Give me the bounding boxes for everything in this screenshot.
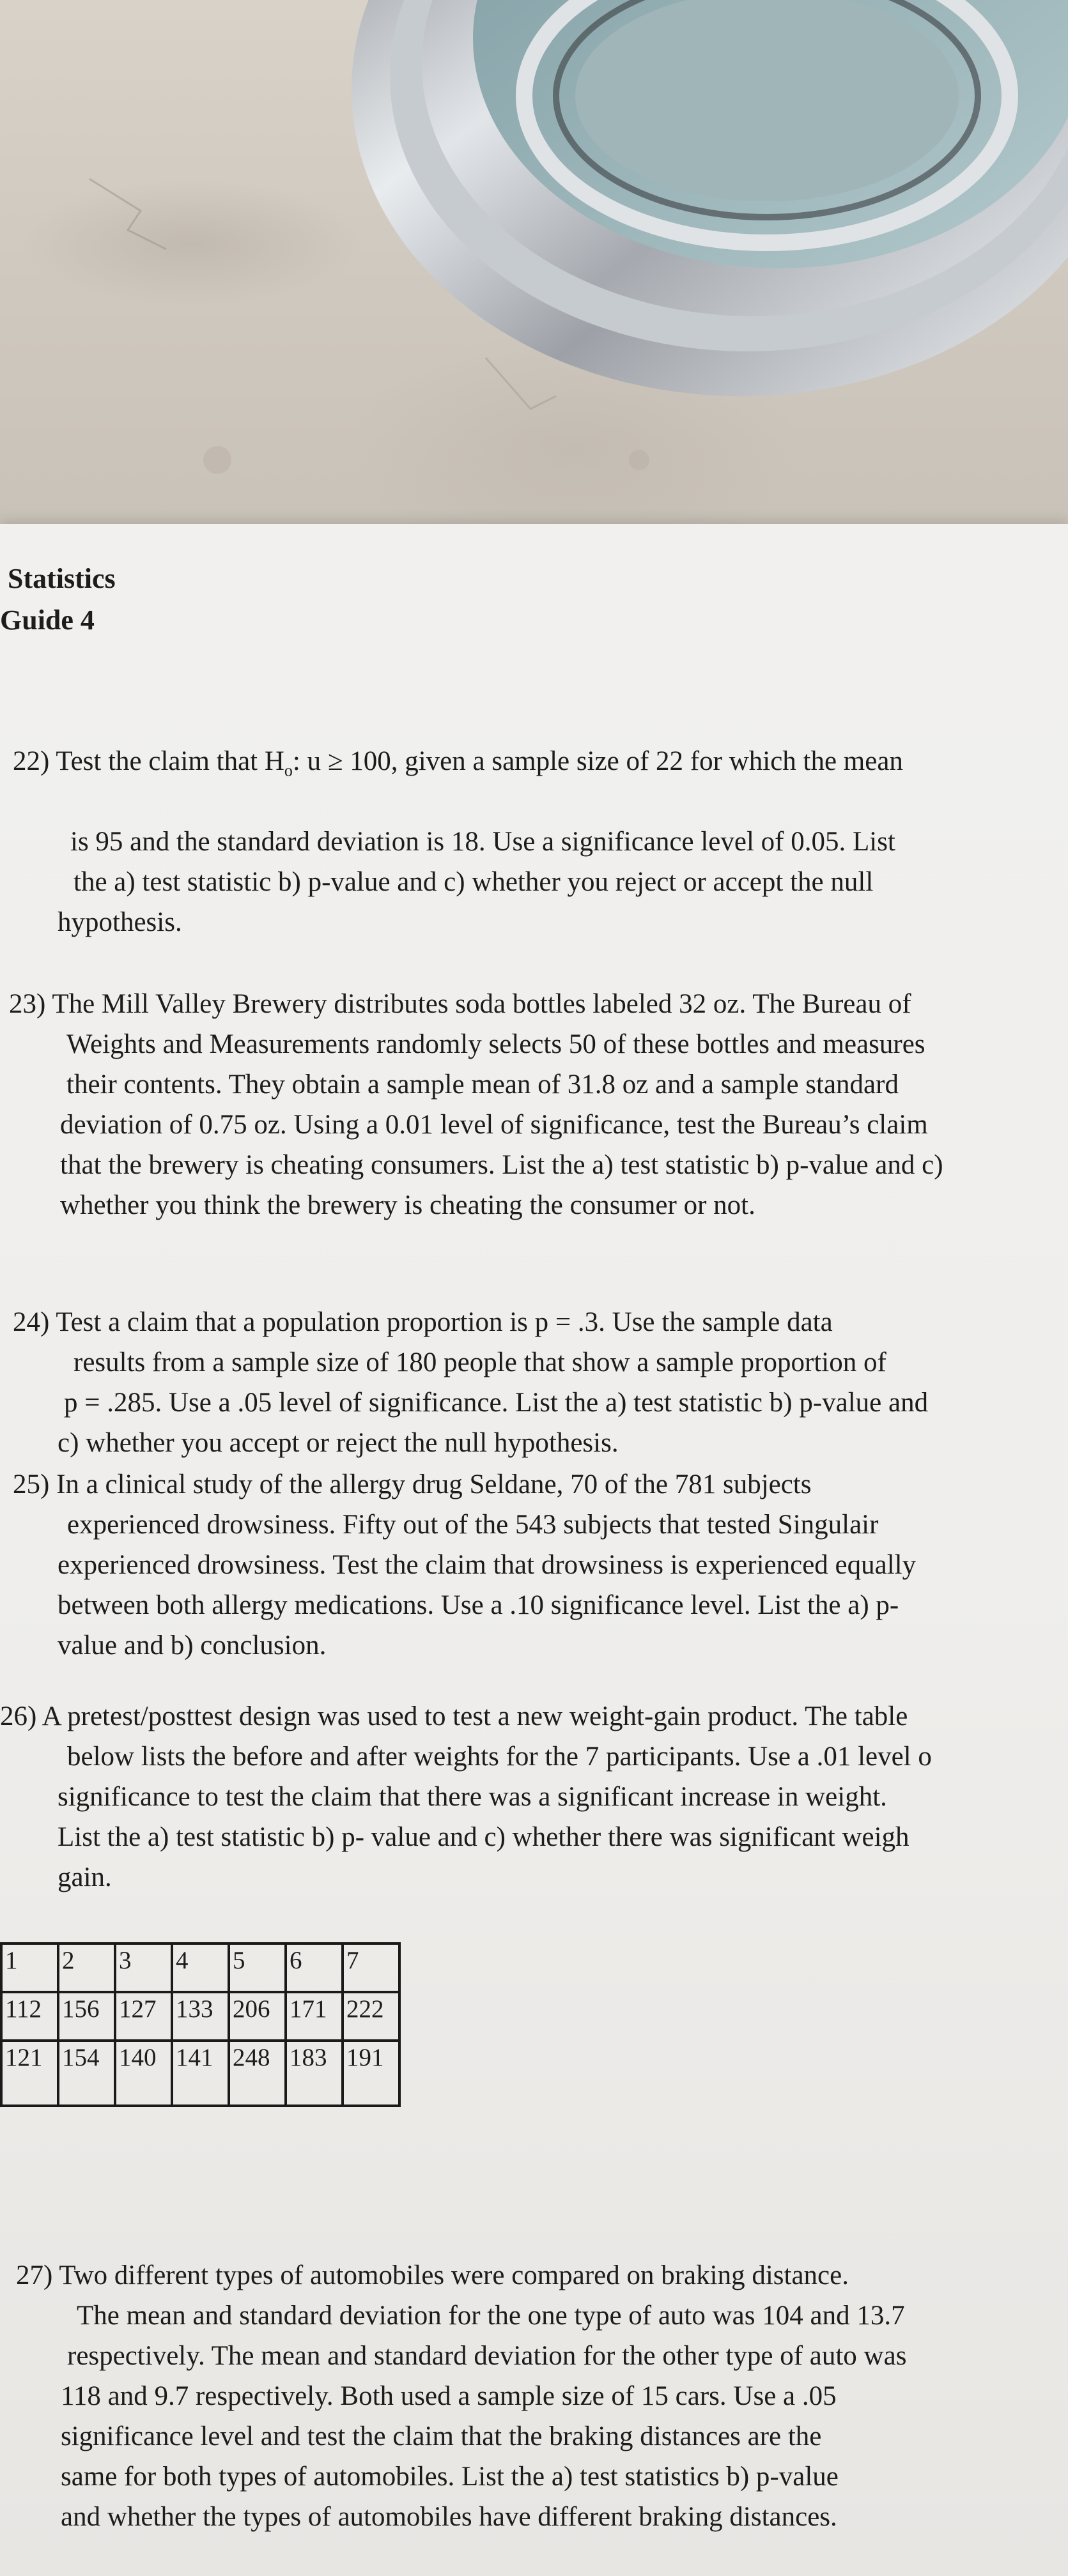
question-25 (13, 1464, 916, 1666)
table-cell: 141 (172, 2041, 229, 2106)
question-text: that the brewery is cheating consumers. List the a) test statistic b) p-value and c) (60, 1150, 943, 1180)
question-text: below lists the before and after weights for the 7 participants. Use a .01 level o (67, 1742, 932, 1772)
question-number: 27) (16, 2260, 53, 2290)
question-24 (13, 1302, 928, 1463)
question-text: List the a) test statistic b) p- value and c) whether there was significant weigh (58, 1822, 909, 1852)
countertop-photo (0, 0, 1068, 530)
question-26 (0, 1696, 932, 1897)
question-number: 24) (13, 1307, 50, 1337)
question-number: 23) (9, 989, 46, 1019)
question-text: same for both types of automobiles. List the a) test statistics b) p-value (61, 2462, 839, 2492)
question-number: 26) (0, 1701, 37, 1731)
question-text: their contents. They obtain a sample mean of 31.8 oz and a sample standard (66, 1070, 899, 1100)
table-cell: 7 (343, 1943, 399, 1992)
table-cell: 154 (58, 2041, 115, 2106)
question-number: 25) (13, 1469, 50, 1499)
table-cell: 5 (229, 1943, 286, 1992)
table-cell: 3 (115, 1943, 172, 1992)
question-text: The Mill Valley Brewery distributes soda bottles labeled 32 oz. The Bureau of (52, 989, 911, 1019)
table-cell: 171 (286, 1992, 343, 2041)
table-row-before (1, 1992, 399, 2041)
question-text: is 95 and the standard deviation is 18. Use a significance level of 0.05. List (70, 827, 895, 857)
question-text: between both allergy medications. Use a .10 significance level. List the a) p- (58, 1590, 899, 1620)
question-text: p = .285. Use a .05 level of significance. List the a) test statistic b) p-value and (64, 1388, 929, 1418)
question-number: 22) (13, 746, 50, 776)
question-text: value and b) conclusion. (58, 1630, 327, 1660)
question-text: Two different types of automobiles were compared on braking distance. (59, 2260, 849, 2290)
question-22-body (58, 822, 895, 942)
question-text: gain. (58, 1862, 112, 1892)
question-text: experienced drowsiness. Fifty out of the 543 subjects that tested Singulair (67, 1510, 879, 1540)
question-text: hypothesis. (58, 907, 182, 937)
question-text: c) whether you accept or reject the null hypothesis. (58, 1428, 619, 1458)
table-cell: 222 (343, 1992, 399, 2041)
table-cell: 1 (1, 1943, 58, 1992)
question-text: Test the claim that H (56, 746, 284, 776)
question-text: A pretest/posttest design was used to test a new weight-gain product. The table (42, 1701, 908, 1731)
lamp-base-image (0, 0, 1068, 530)
question-text: whether you think the brewery is cheating the consumer or not. (60, 1190, 755, 1220)
table-row-participants (1, 1943, 399, 1992)
table-cell: 206 (229, 1992, 286, 2041)
question-text: significance level and test the claim that the braking distances are the (61, 2421, 822, 2451)
question-text: Test a claim that a population proportion is p = .3. Use the sample data (56, 1307, 833, 1337)
table-cell: 2 (58, 1943, 115, 1992)
question-22 (13, 741, 903, 791)
table-cell: 112 (1, 1992, 58, 2041)
question-text: significance to test the claim that there was a significant increase in weight. (58, 1782, 887, 1812)
question-text: 118 and 9.7 respectively. Both used a sample size of 15 cars. Use a .05 (61, 2381, 837, 2411)
table-cell: 133 (172, 1992, 229, 2041)
question-text: In a clinical study of the allergy drug Seldane, 70 of the 781 subjects (56, 1469, 812, 1499)
worksheet-title: Statistics (8, 563, 116, 594)
question-text: experienced drowsiness. Test the claim that drowsiness is experienced equally (58, 1550, 917, 1580)
question-27 (16, 2255, 906, 2537)
table-cell: 191 (343, 2041, 399, 2106)
question-text: The mean and standard deviation for the one type of auto was 104 and 13.7 (77, 2301, 905, 2331)
table-cell: 140 (115, 2041, 172, 2106)
question-text: and whether the types of automobiles have different braking distances. (61, 2502, 837, 2532)
table-row-after (1, 2041, 399, 2106)
question-text: results from a sample size of 180 people that show a sample proportion of (74, 1347, 886, 1377)
weight-data-table (0, 1942, 401, 2107)
question-text: the a) test statistic b) p-value and c) whether you reject or accept the null (74, 867, 874, 897)
question-text: respectively. The mean and standard deviation for the other type of auto was (67, 2341, 907, 2371)
question-text: deviation of 0.75 oz. Using a 0.01 level of significance, test the Bureau’s claim (60, 1110, 928, 1140)
table-cell: 6 (286, 1943, 343, 1992)
subscript: o (284, 761, 293, 780)
table-cell: 127 (115, 1992, 172, 2041)
table-cell: 183 (286, 2041, 343, 2106)
question-23 (9, 984, 943, 1225)
table-cell: 156 (58, 1992, 115, 2041)
worksheet-subtitle: Guide 4 (0, 604, 95, 636)
table-cell: 121 (1, 2041, 58, 2106)
question-text: : u ≥ 100, given a sample size of 22 for which the mean (292, 746, 903, 776)
table-cell: 4 (172, 1943, 229, 1992)
question-text: Weights and Measurements randomly selects 50 of these bottles and measures (66, 1029, 925, 1059)
table-cell: 248 (229, 2041, 286, 2106)
